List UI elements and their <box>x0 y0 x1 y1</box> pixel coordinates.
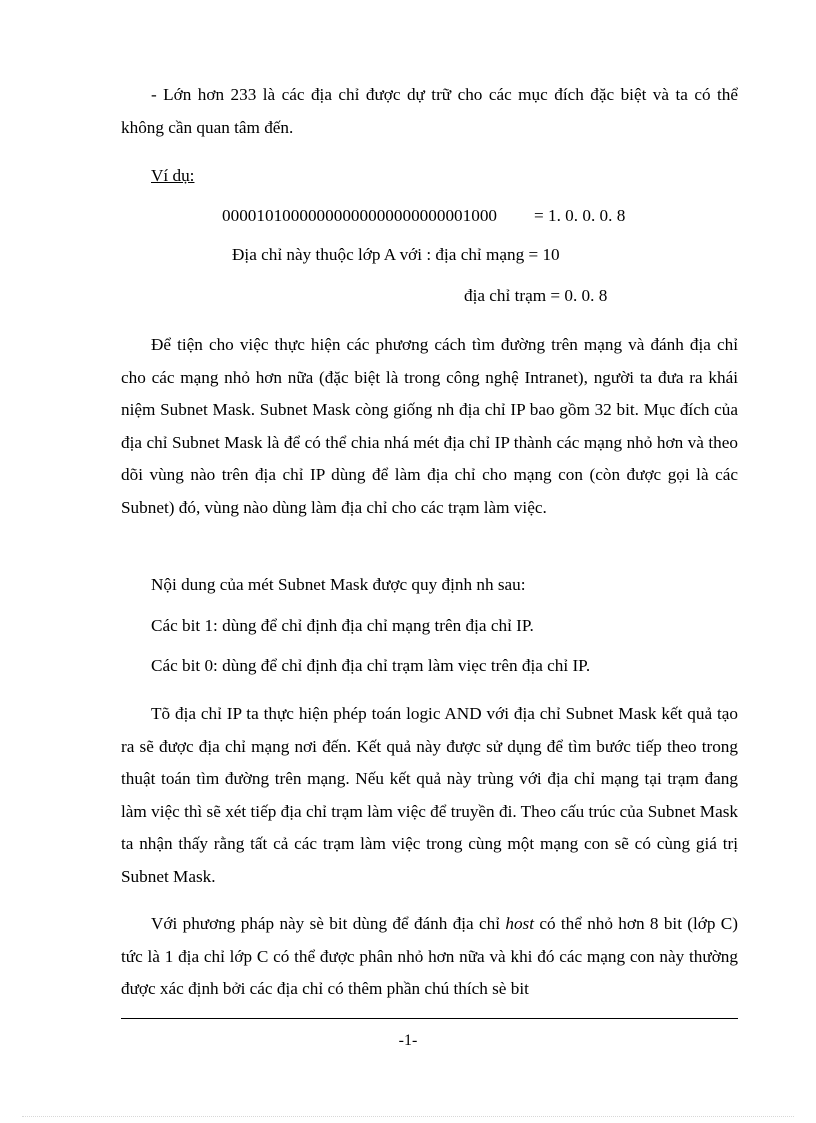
paragraph-subnet-mask-content: Nội dung của mét Subnet Mask được quy định nh sau: <box>151 575 526 594</box>
example-host-line: địa chỉ trạm = 0. 0. 8 <box>464 286 608 305</box>
page-bottom-edge <box>22 1116 794 1117</box>
example-decimal-address: = 1. 0. 0. 0. 8 <box>534 206 626 225</box>
paragraph-and-operation: Tõ địa chỉ IP ta thực hiện phép toán logic AND với địa chỉ Subnet Mask kết quả tạo ra sẽ được địa chỉ mạng nơi đến. Kết quả này được sử dụng để tìm bước tiếp theo trong thuật toán tìm đường trên mạng. Nếu kết quả này trùng với địa chỉ mạng tại trạm đang làm việc thì sẽ xét tiếp địa chỉ trạm làm việc để truyền đi. Theo cấu trúc của Subnet Mask ta nhận thấy rằng tất cả các trạm làm việc trong cùng một mạng con sẽ có cùng giá trị Subnet Mask. <box>121 704 738 886</box>
example-class-line: Địa chỉ này thuộc lớp A với : địa chỉ mạng = 10 <box>232 245 560 264</box>
paragraph-bits-one: Các bit 1: dùng để chỉ định địa chỉ mạng trên địa chỉ IP. <box>151 616 534 635</box>
example-label-text: Ví dụ: <box>151 166 195 185</box>
paragraph-reserved-addresses: - Lớn hơn 233 là các địa chỉ được dự trữ cho các mục đích đặc biệt và ta có thể không cần quan tâm đến. <box>121 85 738 137</box>
paragraph-subnet-mask-intro: Để tiện cho việc thực hiện các phương cách tìm đường trên mạng và đánh địa chỉ cho các mạng nhỏ hơn nữa (đặc biệt là trong công nghệ Intranet), người ta đưa ra khái niệm Subnet Mask. Subnet Mask còng giống nh địa chỉ IP bao gồm 32 bit. Mục đích của địa chỉ Subnet Mask là để có thể chia nhá mét địa chỉ IP thành các mạng nhỏ hơn và theo dõi vùng nào trên địa chỉ IP dùng để làm địa chỉ cho mạng con (còn được gọi là các Subnet) đó, vùng nào dùng làm địa chỉ cho các trạm làm việc. <box>121 335 738 517</box>
example-binary-address: 00001010000000000000000000001000 <box>222 206 497 225</box>
footer-divider <box>121 1018 738 1019</box>
paragraph-bits-zero: Các bit 0: dùng để chỉ định địa chỉ trạm làm viẹc trên địa chỉ IP. <box>151 656 591 675</box>
example-label <box>151 165 194 187</box>
host-bits-text-after: có thể nhỏ hơn 8 bit (lớp C) tức là 1 địa chỉ lớp C có thể được phân nhỏ hơn nữa và khi đó các mạng con này thường được xác định bởi các địa chỉ có thêm phần chú thích sè bit <box>121 914 738 998</box>
page-number: -1- <box>398 1032 418 1049</box>
host-term: host <box>505 914 534 933</box>
paragraph-host-bits <box>121 908 738 1006</box>
host-bits-text-before: Với phương pháp này sè bit dùng để đánh địa chỉ <box>151 914 506 933</box>
